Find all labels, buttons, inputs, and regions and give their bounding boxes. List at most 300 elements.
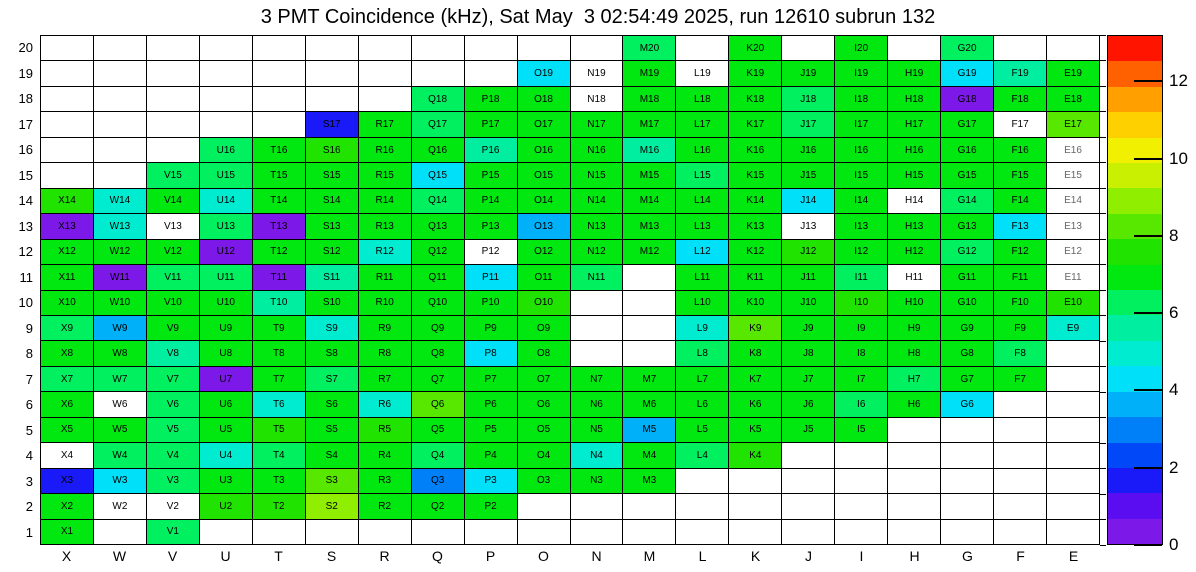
- heatmap-cell: [781, 366, 834, 391]
- heatmap-cell: [834, 519, 887, 544]
- heatmap-cell: [887, 315, 940, 340]
- heatmap-cell: [252, 315, 305, 340]
- cell-label: I13: [854, 220, 869, 232]
- heatmap-cell: [940, 290, 993, 315]
- heatmap-cell: [199, 519, 252, 544]
- heatmap-cell: [411, 519, 464, 544]
- cell-label: U12: [216, 246, 235, 258]
- cell-label: K11: [746, 271, 764, 283]
- heatmap-cell: [199, 162, 252, 187]
- cell-label: E11: [1064, 271, 1082, 283]
- cell-label: K9: [749, 322, 762, 334]
- heatmap-cell: [252, 35, 305, 60]
- cell-label: L19: [694, 68, 711, 80]
- heatmap-cell: [199, 213, 252, 238]
- heatmap-cell: [781, 60, 834, 85]
- heatmap-cell: [570, 111, 623, 136]
- cell-label: Q12: [428, 246, 448, 258]
- heatmap-cell: [834, 188, 887, 213]
- y-axis-tick-label: 20: [18, 40, 33, 55]
- heatmap-cell: [1046, 519, 1099, 544]
- heatmap-cell: [940, 315, 993, 340]
- heatmap-cell: [517, 315, 570, 340]
- heatmap-cell: [940, 60, 993, 85]
- colorbar-tick-label: 12: [1169, 71, 1188, 91]
- y-axis-tick-label: 12: [18, 244, 33, 259]
- heatmap-cell: [411, 340, 464, 365]
- cell-label: M6: [642, 399, 657, 411]
- cell-label: L11: [694, 271, 711, 283]
- cell-label: J12: [800, 246, 817, 258]
- heatmap-cell: [146, 188, 199, 213]
- y-axis-tick-label: 2: [25, 499, 33, 514]
- cell-label: P11: [482, 271, 500, 283]
- cell-label: S12: [322, 246, 341, 258]
- heatmap-cell: [464, 366, 517, 391]
- cell-label: J8: [802, 348, 814, 360]
- cell-label: Q5: [430, 424, 445, 436]
- heatmap-cell: [517, 162, 570, 187]
- heatmap-cell: [1046, 60, 1099, 85]
- heatmap-cell: [570, 137, 623, 162]
- heatmap-cell: [93, 468, 146, 493]
- cell-label: L17: [694, 119, 711, 131]
- cell-label: P17: [481, 119, 500, 131]
- cell-label: L8: [696, 348, 708, 360]
- y-axis-tick-label: 7: [25, 371, 33, 387]
- y-axis-tick-label: 11: [19, 269, 33, 285]
- cell-label: P12: [481, 246, 500, 258]
- cell-label: S2: [325, 500, 338, 512]
- heatmap-cell: [358, 417, 411, 442]
- cell-label: K10: [746, 297, 765, 309]
- heatmap-cell: [464, 86, 517, 111]
- heatmap-cell: [728, 391, 781, 416]
- cell-label: L12: [694, 246, 711, 258]
- cell-label: O14: [534, 195, 553, 207]
- heatmap-cell: [411, 391, 464, 416]
- heatmap-cell: [517, 264, 570, 289]
- heatmap-cell: [887, 213, 940, 238]
- x-axis-tick-label: J: [805, 548, 812, 564]
- heatmap-cell: [411, 60, 464, 85]
- cell-label: S6: [325, 399, 338, 411]
- cell-label: I11: [854, 271, 868, 283]
- cell-label: M18: [639, 93, 660, 105]
- heatmap-cell: [887, 493, 940, 518]
- cell-label: G10: [957, 297, 977, 309]
- heatmap-cell: [411, 35, 464, 60]
- chart-title: 3 PMT Coincidence (kHz), Sat May 3 02:54:49 2025, run 12610 subrun 132: [260, 6, 936, 28]
- cell-label: V5: [166, 424, 179, 436]
- y-axis-tick-label: 4: [25, 448, 33, 463]
- cell-label: R11: [375, 271, 394, 283]
- cell-label: O3: [536, 475, 551, 487]
- heatmap-cell: [781, 468, 834, 493]
- cell-label: I5: [857, 424, 866, 436]
- heatmap-cell: [622, 264, 675, 289]
- cell-label: U8: [219, 348, 233, 360]
- cell-label: Q9: [430, 322, 445, 334]
- cell-label: R3: [378, 475, 392, 487]
- cell-label: G9: [960, 322, 974, 334]
- heatmap-cell: [358, 137, 411, 162]
- heatmap-cell: [622, 162, 675, 187]
- x-axis-tick-label: O: [538, 548, 549, 564]
- heatmap-cell: [675, 519, 728, 544]
- heatmap-cell: [940, 35, 993, 60]
- cell-label: P14: [481, 195, 500, 207]
- heatmap-cell: [940, 137, 993, 162]
- y-axis-tick-label: 18: [18, 91, 33, 106]
- cell-label: G13: [957, 220, 977, 232]
- heatmap-cell: [93, 239, 146, 264]
- heatmap-cell: [728, 340, 781, 365]
- heatmap-cell: [940, 162, 993, 187]
- cell-label: T4: [272, 449, 285, 461]
- cell-label: T2: [272, 500, 285, 512]
- heatmap-cell: [940, 417, 993, 442]
- cell-label: W12: [109, 246, 131, 258]
- heatmap-cell: [517, 213, 570, 238]
- heatmap-cell: [834, 264, 887, 289]
- colorbar-band: [1108, 61, 1162, 86]
- plot-edge-tick: [1100, 545, 1106, 546]
- heatmap-cell: [570, 366, 623, 391]
- cell-label: U9: [219, 322, 233, 334]
- heatmap-cell: [93, 264, 146, 289]
- heatmap-cell: [517, 86, 570, 111]
- heatmap-cell: [358, 290, 411, 315]
- cell-label: O13: [534, 220, 553, 232]
- heatmap-cell: [252, 264, 305, 289]
- heatmap-cell: [781, 213, 834, 238]
- heatmap-cell: [146, 340, 199, 365]
- heatmap-cell: [40, 239, 93, 264]
- cell-label: R16: [375, 144, 394, 156]
- cell-label: S17: [322, 119, 341, 131]
- heatmap-cell: [570, 60, 623, 85]
- heatmap-cell: [93, 137, 146, 162]
- cell-label: T10: [270, 297, 288, 309]
- cell-label: M7: [642, 373, 657, 385]
- heatmap-cell: [834, 417, 887, 442]
- heatmap-cell: [728, 188, 781, 213]
- cell-label: P13: [481, 220, 500, 232]
- cell-label: L18: [694, 93, 711, 105]
- heatmap-cell: [517, 239, 570, 264]
- cell-label: K13: [746, 220, 765, 232]
- colorbar-tick: [1134, 544, 1162, 546]
- colorbar-tick: [1134, 389, 1162, 391]
- heatmap-cell: [622, 213, 675, 238]
- cell-label: M5: [642, 424, 657, 436]
- plot-edge-tick: [1100, 239, 1106, 240]
- cell-label: K6: [749, 399, 762, 411]
- cell-label: P4: [484, 449, 497, 461]
- heatmap-cell: [464, 35, 517, 60]
- heatmap-cell: [517, 340, 570, 365]
- cell-label: N4: [590, 449, 603, 461]
- cell-label: N13: [587, 220, 606, 232]
- heatmap-cell: [728, 519, 781, 544]
- cell-label: W7: [112, 373, 128, 385]
- x-axis-tick-label: S: [326, 548, 337, 564]
- heatmap-cell: [993, 442, 1046, 467]
- cell-label: V7: [166, 373, 179, 385]
- heatmap-cell: [993, 60, 1046, 85]
- heatmap-cell: [40, 188, 93, 213]
- cell-label: U6: [219, 399, 233, 411]
- plot-edge-tick: [1100, 60, 1106, 61]
- heatmap-cell: [834, 468, 887, 493]
- x-axis-tick-label: U: [220, 548, 231, 564]
- heatmap-cell: [675, 468, 728, 493]
- cell-label: P7: [484, 373, 497, 385]
- cell-label: Q14: [428, 195, 448, 207]
- cell-label: J14: [800, 195, 817, 207]
- cell-label: L5: [696, 424, 708, 436]
- heatmap-cell: [93, 111, 146, 136]
- cell-label: J13: [800, 220, 817, 232]
- heatmap-cell: [993, 366, 1046, 391]
- heatmap-cell: [728, 239, 781, 264]
- colorbar-band: [1108, 239, 1162, 264]
- cell-label: J15: [800, 169, 817, 181]
- heatmap-cell: [305, 315, 358, 340]
- heatmap-cell: [40, 442, 93, 467]
- cell-label: N12: [587, 246, 606, 258]
- cell-label: I15: [854, 169, 869, 181]
- cell-label: Q7: [430, 373, 445, 385]
- heatmap-cell: [570, 340, 623, 365]
- x-axis-tick-label: I: [859, 548, 864, 564]
- cell-label: H7: [907, 373, 921, 385]
- plot-edge-tick: [1100, 366, 1106, 367]
- heatmap-cell: [411, 111, 464, 136]
- heatmap-cell: [411, 239, 464, 264]
- heatmap-cell: [993, 239, 1046, 264]
- heatmap-cell: [252, 111, 305, 136]
- heatmap-cell: [781, 86, 834, 111]
- heatmap-cell: [1046, 239, 1099, 264]
- cell-label: R9: [378, 322, 392, 334]
- cell-label: M15: [639, 169, 660, 181]
- heatmap-cell: [146, 137, 199, 162]
- cell-label: H12: [904, 246, 924, 258]
- colorbar-tick: [1134, 158, 1162, 160]
- cell-label: P8: [484, 348, 497, 360]
- heatmap-cell: [199, 86, 252, 111]
- heatmap-cell: [358, 162, 411, 187]
- heatmap-cell: [728, 290, 781, 315]
- cell-label: K16: [746, 144, 765, 156]
- heatmap-cell: [305, 290, 358, 315]
- cell-label: L7: [696, 373, 708, 385]
- heatmap-cell: [993, 340, 1046, 365]
- heatmap-cell: [993, 264, 1046, 289]
- heatmap-cell: [146, 264, 199, 289]
- cell-label: F8: [1014, 348, 1026, 360]
- cell-label: K18: [746, 93, 765, 105]
- cell-label: S9: [325, 322, 338, 334]
- cell-label: M16: [639, 144, 660, 156]
- heatmap-cell: [570, 417, 623, 442]
- heatmap-cell: [993, 315, 1046, 340]
- cell-label: M12: [639, 246, 660, 258]
- heatmap-cell: [570, 391, 623, 416]
- heatmap-cell: [993, 391, 1046, 416]
- heatmap-cell: [146, 35, 199, 60]
- heatmap-cell: [93, 86, 146, 111]
- heatmap-cell: [305, 137, 358, 162]
- heatmap-cell: [305, 340, 358, 365]
- cell-label: R14: [375, 195, 394, 207]
- cell-label: H13: [904, 220, 924, 232]
- heatmap-cell: [93, 417, 146, 442]
- heatmap-cell: [834, 162, 887, 187]
- heatmap-cell: [252, 519, 305, 544]
- cell-label: K19: [746, 68, 765, 80]
- heatmap-cell: [887, 468, 940, 493]
- cell-label: R15: [375, 169, 394, 181]
- heatmap-cell: [675, 442, 728, 467]
- cell-label: I14: [854, 195, 869, 207]
- cell-label: M3: [642, 475, 657, 487]
- heatmap-cell: [675, 417, 728, 442]
- heatmap-grid: [40, 35, 1100, 545]
- cell-label: O8: [536, 348, 551, 360]
- heatmap-cell: [464, 340, 517, 365]
- cell-label: I17: [854, 119, 869, 131]
- cell-label: W8: [112, 348, 128, 360]
- heatmap-cell: [40, 315, 93, 340]
- heatmap-cell: [199, 264, 252, 289]
- heatmap-cell: [146, 290, 199, 315]
- heatmap-cell: [40, 391, 93, 416]
- heatmap-cell: [940, 468, 993, 493]
- cell-label: P16: [481, 144, 500, 156]
- heatmap-cell: [252, 493, 305, 518]
- heatmap-cell: [411, 137, 464, 162]
- heatmap-cell: [464, 468, 517, 493]
- heatmap-cell: [993, 35, 1046, 60]
- cell-label: S7: [325, 373, 338, 385]
- heatmap-cell: [834, 442, 887, 467]
- heatmap-cell: [40, 493, 93, 518]
- colorbar-tick-label: 6: [1169, 303, 1179, 323]
- plot-edge-tick: [1100, 417, 1106, 418]
- heatmap-cell: [834, 86, 887, 111]
- cell-label: F19: [1011, 68, 1029, 80]
- cell-label: U13: [216, 220, 235, 232]
- y-axis-tick-label: 8: [25, 346, 33, 361]
- x-axis-tick-label: X: [61, 548, 72, 564]
- heatmap-cell: [781, 290, 834, 315]
- heatmap-cell: [411, 264, 464, 289]
- heatmap-cell: [146, 162, 199, 187]
- heatmap-cell: [675, 213, 728, 238]
- plot-edge-tick: [1100, 264, 1106, 265]
- heatmap-cell: [358, 340, 411, 365]
- cell-label: K20: [746, 42, 765, 54]
- colorbar-band: [1108, 315, 1162, 340]
- heatmap-cell: [517, 468, 570, 493]
- cell-label: H9: [907, 322, 921, 334]
- cell-label: J19: [800, 68, 817, 80]
- heatmap-cell: [940, 493, 993, 518]
- heatmap-cell: [517, 137, 570, 162]
- x-axis-tick-label: P: [485, 548, 496, 564]
- cell-label: G11: [958, 271, 977, 283]
- heatmap-cell: [940, 366, 993, 391]
- heatmap-cell: [887, 86, 940, 111]
- heatmap-cell: [464, 162, 517, 187]
- heatmap-cell: [146, 111, 199, 136]
- heatmap-cell: [570, 213, 623, 238]
- heatmap-cell: [411, 162, 464, 187]
- cell-label: Q4: [430, 449, 445, 461]
- heatmap-cell: [728, 366, 781, 391]
- x-axis-tick-label: G: [962, 548, 973, 564]
- cell-label: R6: [378, 399, 392, 411]
- y-axis-tick-label: 10: [18, 295, 33, 310]
- heatmap-cell: [781, 162, 834, 187]
- heatmap-cell: [834, 366, 887, 391]
- heatmap-cell: [728, 315, 781, 340]
- heatmap-cell: [464, 188, 517, 213]
- heatmap-cell: [411, 366, 464, 391]
- heatmap-cell: [1046, 315, 1099, 340]
- x-axis-tick-label: F: [1016, 548, 1025, 564]
- y-axis-tick-label: 3: [25, 473, 33, 489]
- x-axis-tick-label: L: [698, 548, 707, 564]
- heatmap-cell: [252, 86, 305, 111]
- cell-label: S16: [322, 144, 341, 156]
- cell-label: T5: [272, 424, 285, 436]
- heatmap-cell: [358, 86, 411, 111]
- cell-label: V14: [163, 195, 182, 207]
- heatmap-cell: [199, 442, 252, 467]
- cell-label: F15: [1011, 169, 1029, 181]
- heatmap-cell: [887, 111, 940, 136]
- colorbar-tick-label: 10: [1169, 148, 1188, 168]
- heatmap-cell: [40, 366, 93, 391]
- heatmap-cell: [40, 417, 93, 442]
- cell-label: L9: [696, 322, 708, 334]
- heatmap-cell: [93, 213, 146, 238]
- heatmap-cell: [1046, 442, 1099, 467]
- heatmap-cell: [358, 239, 411, 264]
- heatmap-cell: [728, 264, 781, 289]
- cell-label: O10: [534, 297, 553, 309]
- heatmap-cell: [675, 340, 728, 365]
- cell-label: L4: [696, 449, 708, 461]
- plot-edge-tick: [1100, 443, 1106, 444]
- colorbar-band: [1108, 87, 1162, 112]
- heatmap-cell: [464, 290, 517, 315]
- cell-label: E10: [1064, 297, 1082, 309]
- cell-label: S5: [325, 424, 338, 436]
- heatmap-cell: [517, 188, 570, 213]
- heatmap-cell: [834, 213, 887, 238]
- heatmap-cell: [622, 188, 675, 213]
- cell-label: L13: [694, 220, 711, 232]
- cell-label: R13: [375, 220, 394, 232]
- heatmap-cell: [887, 519, 940, 544]
- cell-label: R2: [378, 500, 392, 512]
- x-axis-tick-label: W: [112, 548, 127, 564]
